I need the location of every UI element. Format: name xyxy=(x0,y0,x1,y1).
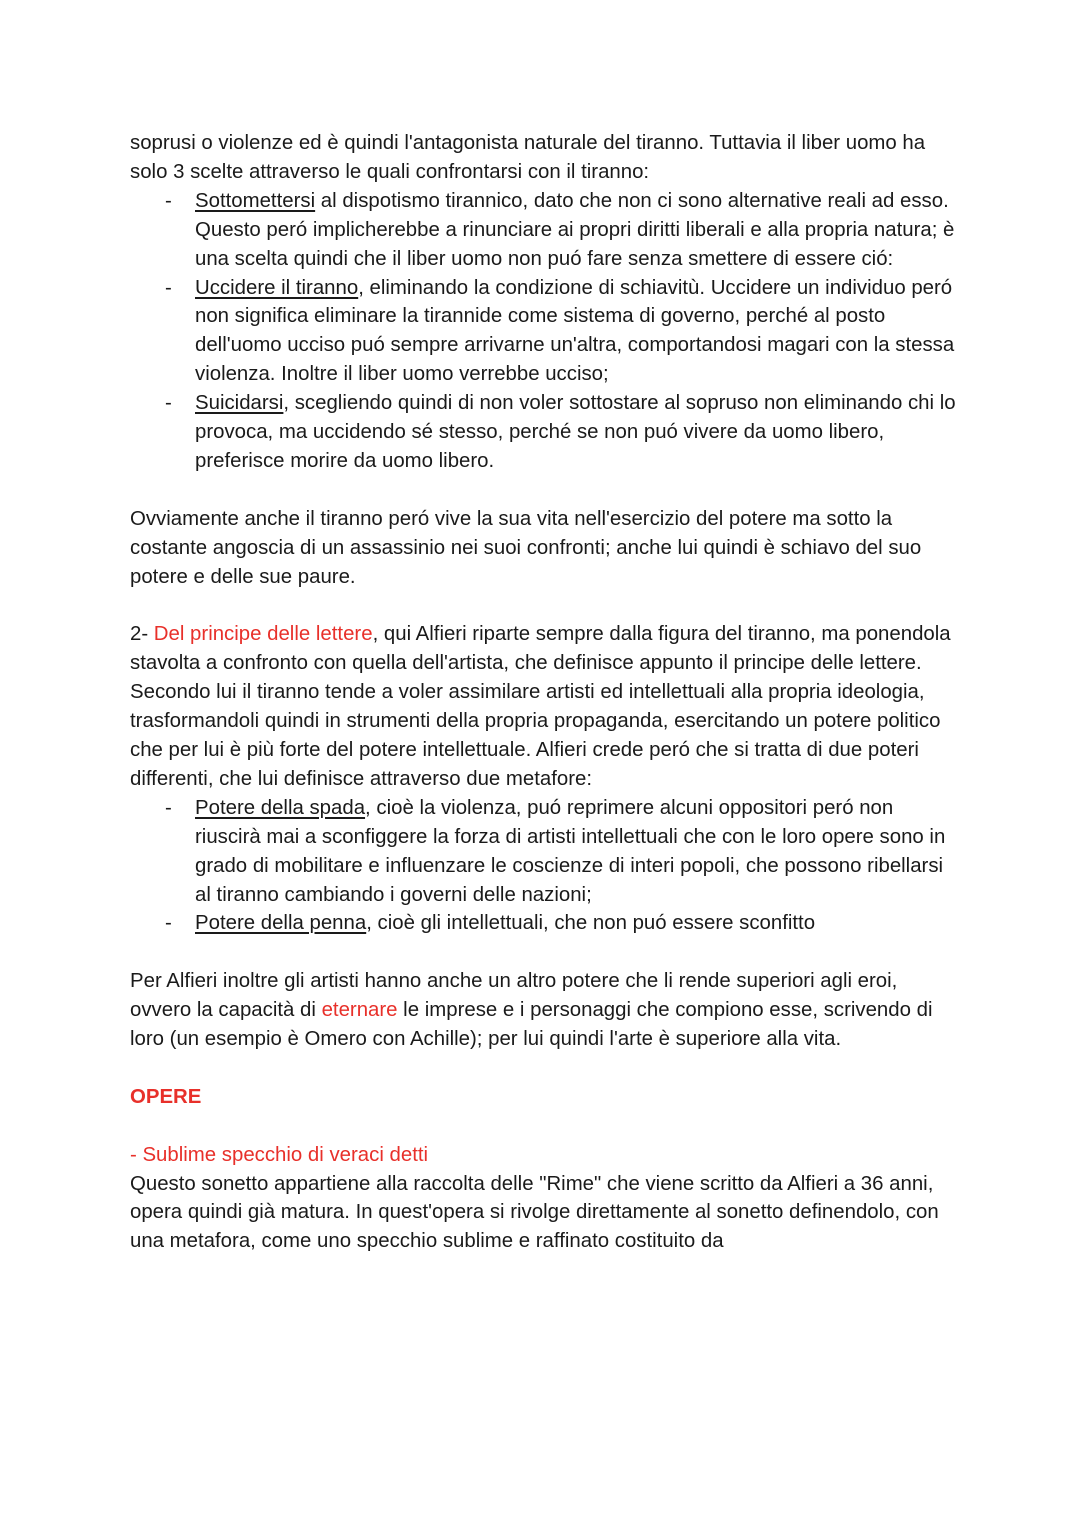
section-heading-opere: OPERE xyxy=(130,1085,202,1108)
list-item-submit xyxy=(195,187,960,274)
section-number: 2- xyxy=(130,623,154,646)
item-text: , eliminando la condizione di schiavitù. Uccidere un individuo peró non significa eliminare la tirannide come sistema di governo, perché al posto dell'uomo ucciso puó sempre arrivarne un'altra, comportandosi magari con la stessa violenza. Inoltre il liber uomo verrebbe ucciso; xyxy=(195,276,955,386)
term-kill-tyrant: Uccidere il tiranno xyxy=(195,276,359,299)
term-sword: Potere della spada xyxy=(195,796,366,819)
term-suicide: Suicidarsi xyxy=(195,392,284,415)
highlight-eternare: eternare xyxy=(321,999,398,1022)
list-item-sword xyxy=(195,794,960,910)
list-item-suicide xyxy=(195,389,960,476)
term-submit: Sottomettersi xyxy=(195,189,316,212)
list-item-pen xyxy=(195,909,960,938)
choices-list xyxy=(130,187,960,476)
paragraph-work-description: Questo sonetto appartiene alla raccolta delle "Rime" che viene scritto da Alfieri a 36 anni, opera quindi già matura. In quest'opera si rivolge direttamente al sonetto definendolo, con una metafora, come uno specchio sublime e raffinato costituito da xyxy=(130,1172,939,1253)
paragraph-tyrant-anguish: Ovviamente anche il tiranno peró vive la sua vita nell'esercizio del potere ma sotto la costante angoscia di un assassinio nei suoi confronti; anche lui quindi è schiavo del suo potere e delle sue paure. xyxy=(130,507,922,588)
paragraph-text: , qui Alfieri riparte sempre dalla figura del tiranno, ma ponendola stavolta a confronto con quella dell'artista, che definisce appunto il principe delle lettere. Secondo lui il tiranno tende a voler assimilare artisti ed intellettuali alla propria ideologia, trasformandoli quindi in strumenti della propria propaganda, esercitando un potere politico che per lui è più forte del potere intellettuale. Alfieri crede peró che si tratta di due poteri differenti, che lui definisce attraverso due metafore: xyxy=(130,623,951,790)
item-text: , cioè gli intellettuali, che non puó essere sconfitto xyxy=(366,912,816,935)
work-title: - Sublime specchio di veraci detti xyxy=(130,1143,429,1166)
item-text: al dispotismo tirannico, dato che non ci sono alternative reali ad esso. Questo peró implicherebbe a rinunciare ai propri diritti liberali e alla propria natura; è una scelta quindi che il liber uomo non puó fare senza smettere di essere ció: xyxy=(195,189,955,270)
paragraph-prince-of-letters xyxy=(130,620,960,793)
section-title-red: Del principe delle lettere xyxy=(153,623,373,646)
term-pen: Potere della penna xyxy=(195,912,367,935)
powers-list xyxy=(130,794,960,939)
paragraph-artists-power xyxy=(130,967,960,1054)
paragraph-intro: soprusi o violenze ed è quindi l'antagonista naturale del tiranno. Tuttavia il liber uomo ha solo 3 scelte attraverso le quali confrontarsi con il tiranno: xyxy=(130,132,926,183)
document-page xyxy=(130,129,960,1256)
list-item-kill-tyrant xyxy=(195,274,960,390)
paragraph-text: le imprese e i personaggi che compiono esse, scrivendo di loro (un esempio è Omero con Achille); per lui quindi l'arte è superiore alla vita. xyxy=(130,999,933,1051)
item-text: , scegliendo quindi di non voler sottostare al sopruso non eliminando chi lo provoca, ma uccidendo sé stesso, perché se non puó vivere da uomo libero, preferisce morire da uomo libero. xyxy=(195,392,956,472)
paragraph-text: Per Alfieri inoltre gli artisti hanno anche un altro potere che li rende superiori agli eroi, ovvero la capacità di xyxy=(130,970,898,1022)
item-text: , cioè la violenza, puó reprimere alcuni oppositori peró non riuscirà mai a sconfiggere la forza di artisti intellettuali che con le loro opere sono in grado di mobilitare e influenzare le coscienze di interi popoli, che possono ribellarsi al tiranno cambiando i governi delle nazioni; xyxy=(195,796,946,906)
